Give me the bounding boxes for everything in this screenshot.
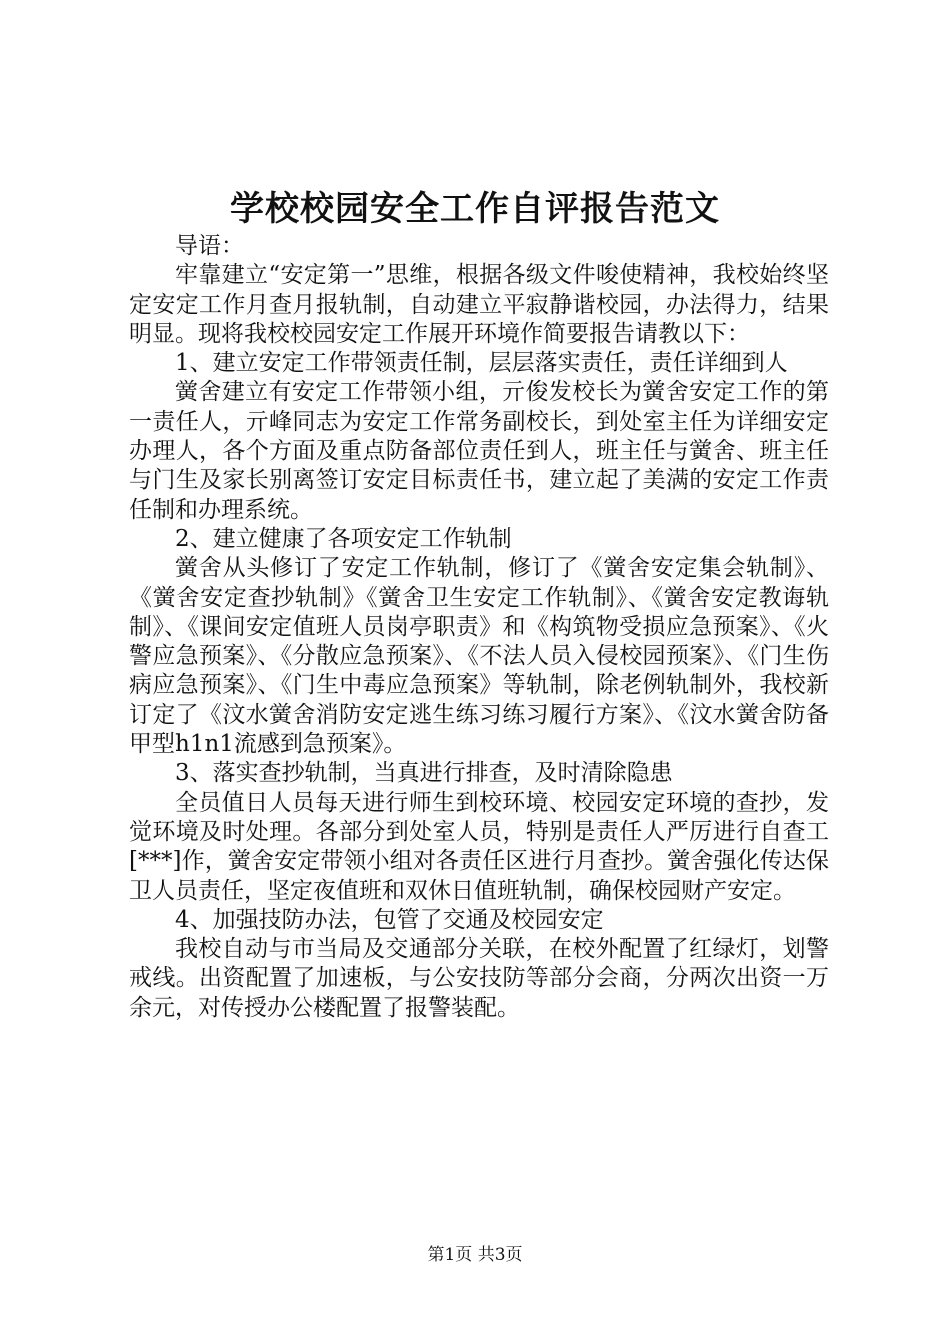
document-title: 学校校园安全工作自评报告范文 [230,189,720,229]
section-heading-1: 1、建立安定工作带领责任制，层层落实责任，责任详细到人 [175,350,788,377]
paragraph-intro-label: 导语： [175,233,244,259]
document-body [129,232,829,1023]
paragraph-intro: 牢靠建立“安定第一”思维，根据各级文件唆使精神，我校始终坚定安定工作月查月报轨制，自动建立平寂静谐校园，办法得力，结果明显。现将我校校园安定工作展开环境作简要报告请教以下： [129,262,829,347]
paragraph-section-1: 黉舍建立有安定工作带领小组，亓俊发校长为黉舍安定工作的第一责任人，亓峰同志为安定工作常务副校长，到处室主任为详细安定办理人，各个方面及重点防备部位责任到人，班主任与黉舍、班主任与门生及家长别离签订安定目标责任书，建立起了美满的安定工作责任制和办理系统。 [129,379,829,523]
paragraph-section-4: 我校自动与市当局及交通部分关联，在校外配置了红绿灯，划警戒线。出资配置了加速板，与公安技防等部分会商，分两次出资一万余元，对传授办公楼配置了报警装配。 [129,936,829,1021]
section-heading-3: 3、落实查抄轨制，当真进行排查，及时清除隐患 [175,760,673,787]
page-number-footer: 第1页 共3页 [427,1245,523,1265]
paragraph-section-2: 黉舍从头修订了安定工作轨制，修订了《黉舍安定集会轨制》、《黉舍安定查抄轨制》《黉舍卫生安定工作轨制》、《黉舍安定教诲轨制》、《课间安定值班人员岗亭职责》和《构筑物受损应急预案》、《火警应急预案》、《分散应急预案》、《不法人员入侵校园预案》、《门生伤病应急预案》、《门生中毒应急预案》等轨制，除老例轨制外，我校新订定了《汶水黉舍消防安定逃生练习练习履行方案》、《汶水黉舍防备甲型h1n1流感到急预案》。 [129,555,829,758]
paragraph-section-3: 全员值日人员每天进行师生到校环境、校园安定环境的查抄，发觉环境及时处理。各部分到处室人员，特别是责任人严厉进行自查工[***]作，黉舍安定带领小组对各责任区进行月查抄。黉舍强化传达保卫人员责任，坚定夜值班和双休日值班轨制，确保校园财产安定。 [129,789,829,904]
section-heading-4: 4、加强技防办法，包管了交通及校园安定 [175,906,604,933]
section-heading-2: 2、建立健康了各项安定工作轨制 [175,525,512,552]
